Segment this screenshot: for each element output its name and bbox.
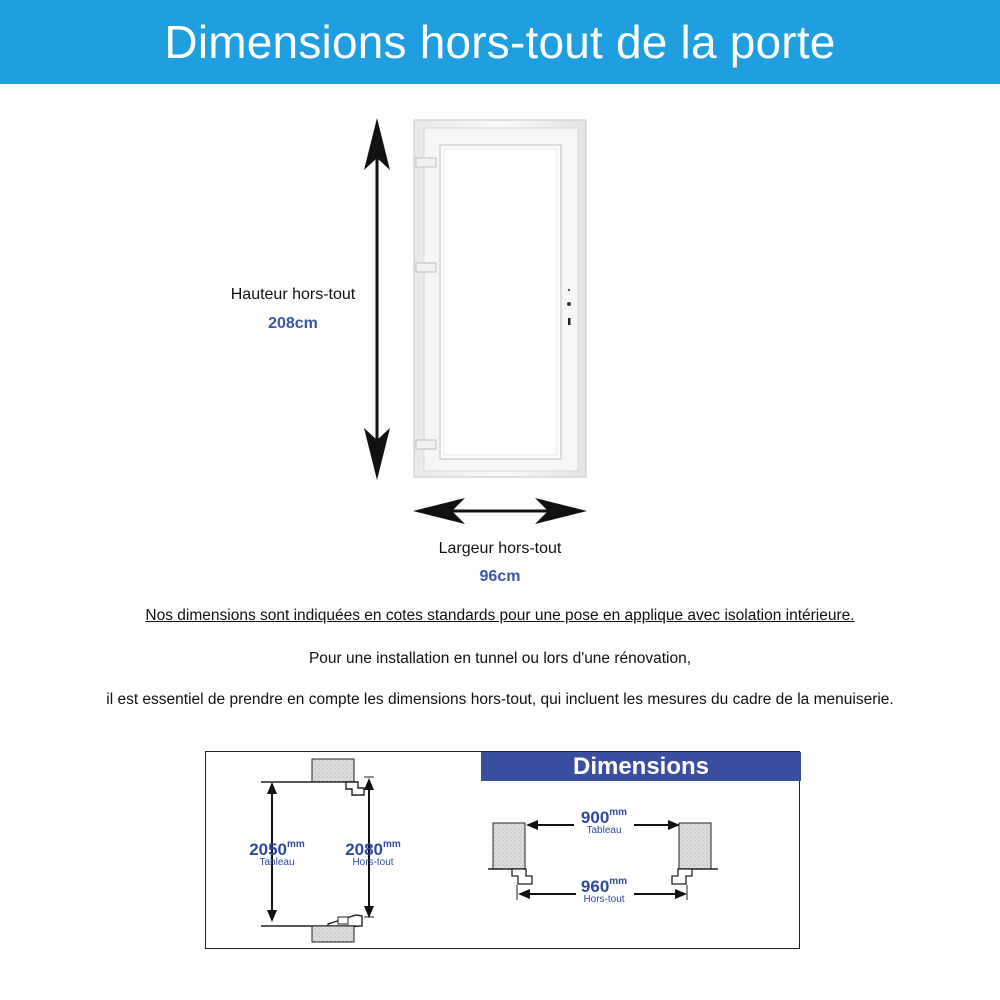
- width-horstout-caption: Hors-tout: [583, 894, 625, 905]
- lock-dot: [568, 289, 570, 291]
- hinge-bottom: [416, 440, 436, 449]
- width-arrow: [413, 498, 587, 524]
- hinge-top: [416, 158, 436, 167]
- height-tableau-unit: mm: [287, 839, 305, 850]
- dimensions-banner: Dimensions: [481, 752, 801, 781]
- height-tableau-caption: Tableau: [259, 857, 295, 868]
- height-horstout-value: 2080: [345, 840, 384, 859]
- height-value: 208cm: [268, 315, 318, 332]
- note-horstout: il est essentiel de prendre en compte les dimensions hors-tout, qui incluent les mesures du cadre de la menuiserie.: [106, 691, 894, 708]
- note-standard-text: Nos dimensions sont indiquées en cotes standards pour une pose en applique avec isolation intérieure.: [145, 607, 855, 624]
- width-value: 96cm: [479, 568, 521, 585]
- height-label: Hauteur hors-tout: [230, 286, 356, 303]
- door-svg: [0, 84, 1000, 604]
- door-illustration-area: [0, 84, 1000, 604]
- height-tableau-value: 2050: [249, 840, 288, 859]
- hinge-middle: [416, 263, 436, 272]
- width-horstout-unit: mm: [609, 876, 628, 887]
- width-tableau-unit: mm: [609, 807, 628, 818]
- width-tableau-caption: Tableau: [586, 825, 622, 836]
- height-horstout-caption: Hors-tout: [352, 857, 394, 868]
- note-standard: [0, 607, 1000, 625]
- height-horstout-unit: mm: [383, 839, 401, 850]
- width-horstout-value: 960: [580, 877, 610, 896]
- note-tunnel: Pour une installation en tunnel ou lors d'une rénovation,: [308, 650, 692, 667]
- door-panel: [440, 145, 561, 459]
- width-label: Largeur hors-tout: [438, 540, 562, 557]
- width-tableau-value: 900: [580, 808, 610, 827]
- technical-dimensions-box: [205, 751, 800, 949]
- width-tableau-label: [572, 808, 636, 836]
- header-banner: [0, 0, 1000, 84]
- page-title: Dimensions hors-tout de la porte: [164, 16, 836, 68]
- keyhole-icon: [568, 318, 571, 325]
- height-horstout-label: [338, 840, 408, 868]
- lock-cylinder: [567, 302, 571, 306]
- width-horstout-label: [572, 877, 636, 905]
- height-tableau-label: [242, 840, 312, 868]
